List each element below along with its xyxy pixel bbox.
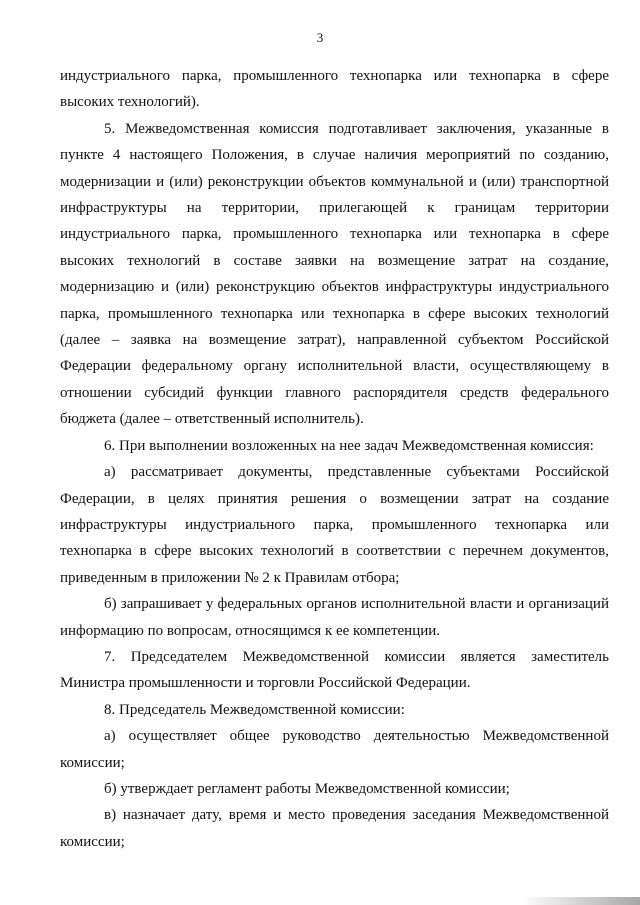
paragraph-item-8c: в) назначает дату, время и место проведения заседания Межведомственной комиссии; — [60, 807, 609, 850]
paragraph-item-6: 6. При выполнении возложенных на нее задач Межведомственная комиссия: — [104, 437, 594, 454]
page-number: 3 — [316, 30, 324, 45]
paragraph-item-6b: б) запрашивает у федеральных органов исполнительной власти и организаций информацию по вопросам, относящимся к ее компетенции. — [60, 596, 609, 639]
paragraph-item-6a: а) рассматривает документы, представленные субъектами Российской Федерации, в целях принятия решения о возмещении затрат на создание инфраструктуры индустриального парка, промышленного технопарка или технопарка в сфере высоких технологий в соответствии с перечнем документов, приведенным в приложении № 2 к Правилам отбора; — [60, 464, 609, 586]
document-body — [60, 63, 609, 855]
paragraph-item-8b: б) утверждает регламент работы Межведомственной комиссии; — [104, 780, 510, 797]
paragraph-item-7: 7. Председателем Межведомственной комиссии является заместитель Министра промышленности и торговли Российской Федерации. — [60, 648, 609, 692]
scan-edge-shadow — [520, 897, 640, 905]
paragraph-item-8a: а) осуществляет общее руководство деятельностью Межведомственной комиссии; — [60, 728, 609, 771]
paragraph-continuation: индустриального парка, промышленного технопарка или технопарка в сфере высоких технологий). — [60, 68, 609, 111]
paragraph-item-8: 8. Председатель Межведомственной комиссии: — [104, 701, 405, 718]
paragraph-item-5: 5. Межведомственная комиссия подготавливает заключения, указанные в пункте 4 настоящего Положения, в случае наличия мероприятий по созданию, модернизации и (или) реконструкции объектов коммунальной и (или) транспортной инфраструктуры на территории, прилегающей к границам территории индустриального парка, промышленного технопарка или технопарка в сфере высоких технологий в составе заявки на возмещение затрат на создание, модернизацию и (или) реконструкцию объектов инфраструктуры индустриального парка, промышленного технопарка или технопарка в сфере высоких технологий (далее – заявка на возмещение затрат), направленной субъектом Российской Федерации федеральному органу исполнительной власти, осуществляющему в отношении субсидий функции главного распорядителя средств федерального бюджета (далее – ответственный исполнитель). — [60, 120, 609, 428]
